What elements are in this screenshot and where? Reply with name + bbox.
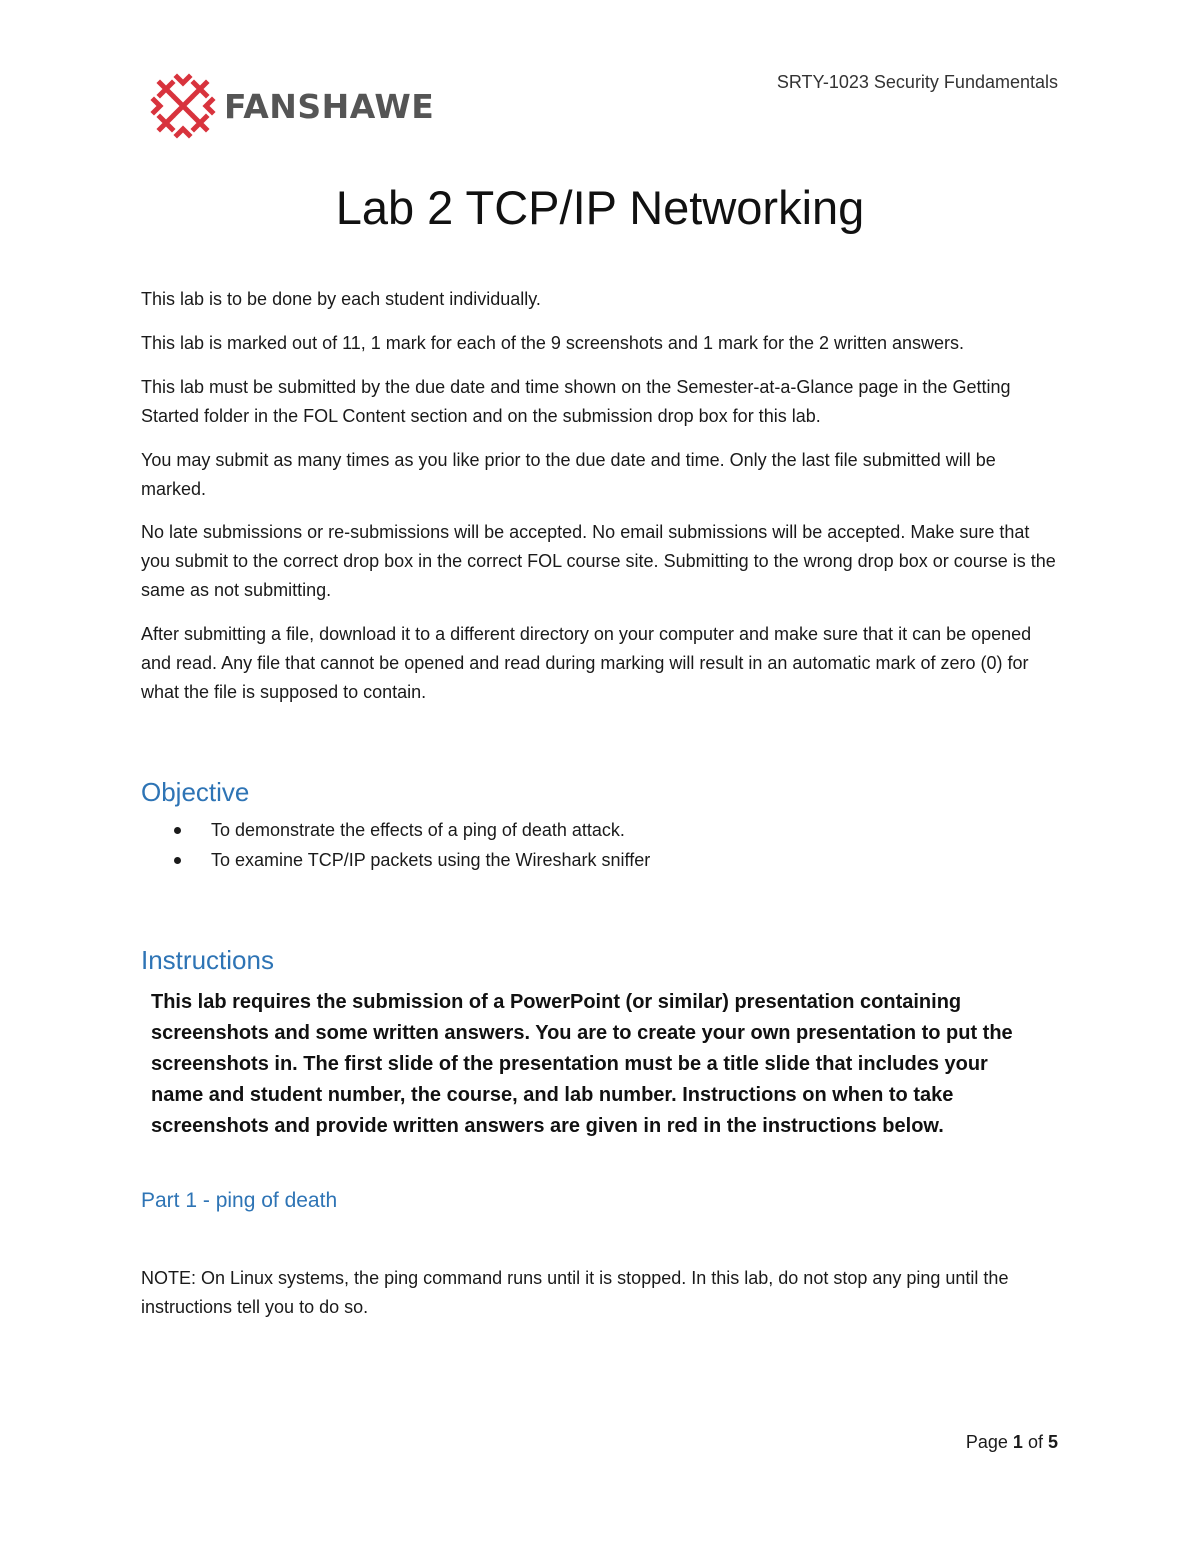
- logo-wordmark: FANSHAWE: [224, 86, 435, 126]
- of-word: of: [1027, 1432, 1043, 1452]
- part1-heading: Part 1 - ping of death: [141, 1189, 338, 1212]
- fanshawe-logo: [150, 72, 440, 140]
- page-number: [966, 1432, 1058, 1453]
- bullet-icon: [174, 827, 181, 834]
- current-page: 1: [1012, 1432, 1023, 1452]
- intro-paragraph: This lab must be submitted by the due date and time shown on the Semester-at-a-Glance page in the Getting Started folder in the FOL Content section and on the submission drop box for this lab.: [141, 377, 1011, 426]
- intro-paragraph: This lab is marked out of 11, 1 mark for each of the 9 screenshots and 1 mark for the 2 written answers.: [141, 333, 965, 353]
- bullet-icon: [174, 857, 181, 864]
- objective-item-text: To demonstrate the effects of a ping of death attack.: [211, 820, 625, 840]
- objective-item-text: To examine TCP/IP packets using the Wireshark sniffer: [211, 850, 651, 870]
- intro-paragraph: You may submit as many times as you like prior to the due date and time. Only the last file submitted will be marked.: [141, 450, 996, 499]
- total-pages: 5: [1047, 1432, 1058, 1452]
- objective-list: [141, 815, 650, 875]
- part1-note: NOTE: On Linux systems, the ping command runs until it is stopped. In this lab, do not stop any ping until the instructions tell you to do so.: [141, 1268, 1009, 1317]
- page-word: Page: [965, 1432, 1008, 1452]
- objective-heading: Objective: [141, 777, 250, 807]
- intro-paragraph: This lab is to be done by each student individually.: [141, 289, 541, 309]
- intro-paragraph: No late submissions or re-submissions will be accepted. No email submissions will be accepted. Make sure that you submit to the correct drop box in the correct FOL course site. Submitting to the wrong drop box or course is the same as not submitting.: [141, 522, 1056, 600]
- instructions-heading: Instructions: [141, 945, 274, 975]
- instructions-text: This lab requires the submission of a PowerPoint (or similar) presentation containing screenshots and some written answers. You are to create your own presentation to put the screenshots in. The first slide of the presentation must be a title slide that includes your name and student number, the course, and lab number. Instructions on when to take screenshots and provide written answers are given in red in the instructions below.: [151, 991, 1013, 1137]
- intro-paragraph: After submitting a file, download it to a different directory on your computer and make sure that it can be opened and read. Any file that cannot be opened and read during marking will result in an automatic mark of zero (0) for what the file is supposed to contain.: [141, 624, 1032, 702]
- document-title: Lab 2 TCP/IP Networking: [335, 181, 865, 234]
- list-item: [141, 845, 650, 875]
- course-header: SRTY-1023 Security Fundamentals: [776, 72, 1058, 92]
- list-item: [141, 815, 650, 845]
- fanshawe-emblem-icon: [150, 73, 216, 139]
